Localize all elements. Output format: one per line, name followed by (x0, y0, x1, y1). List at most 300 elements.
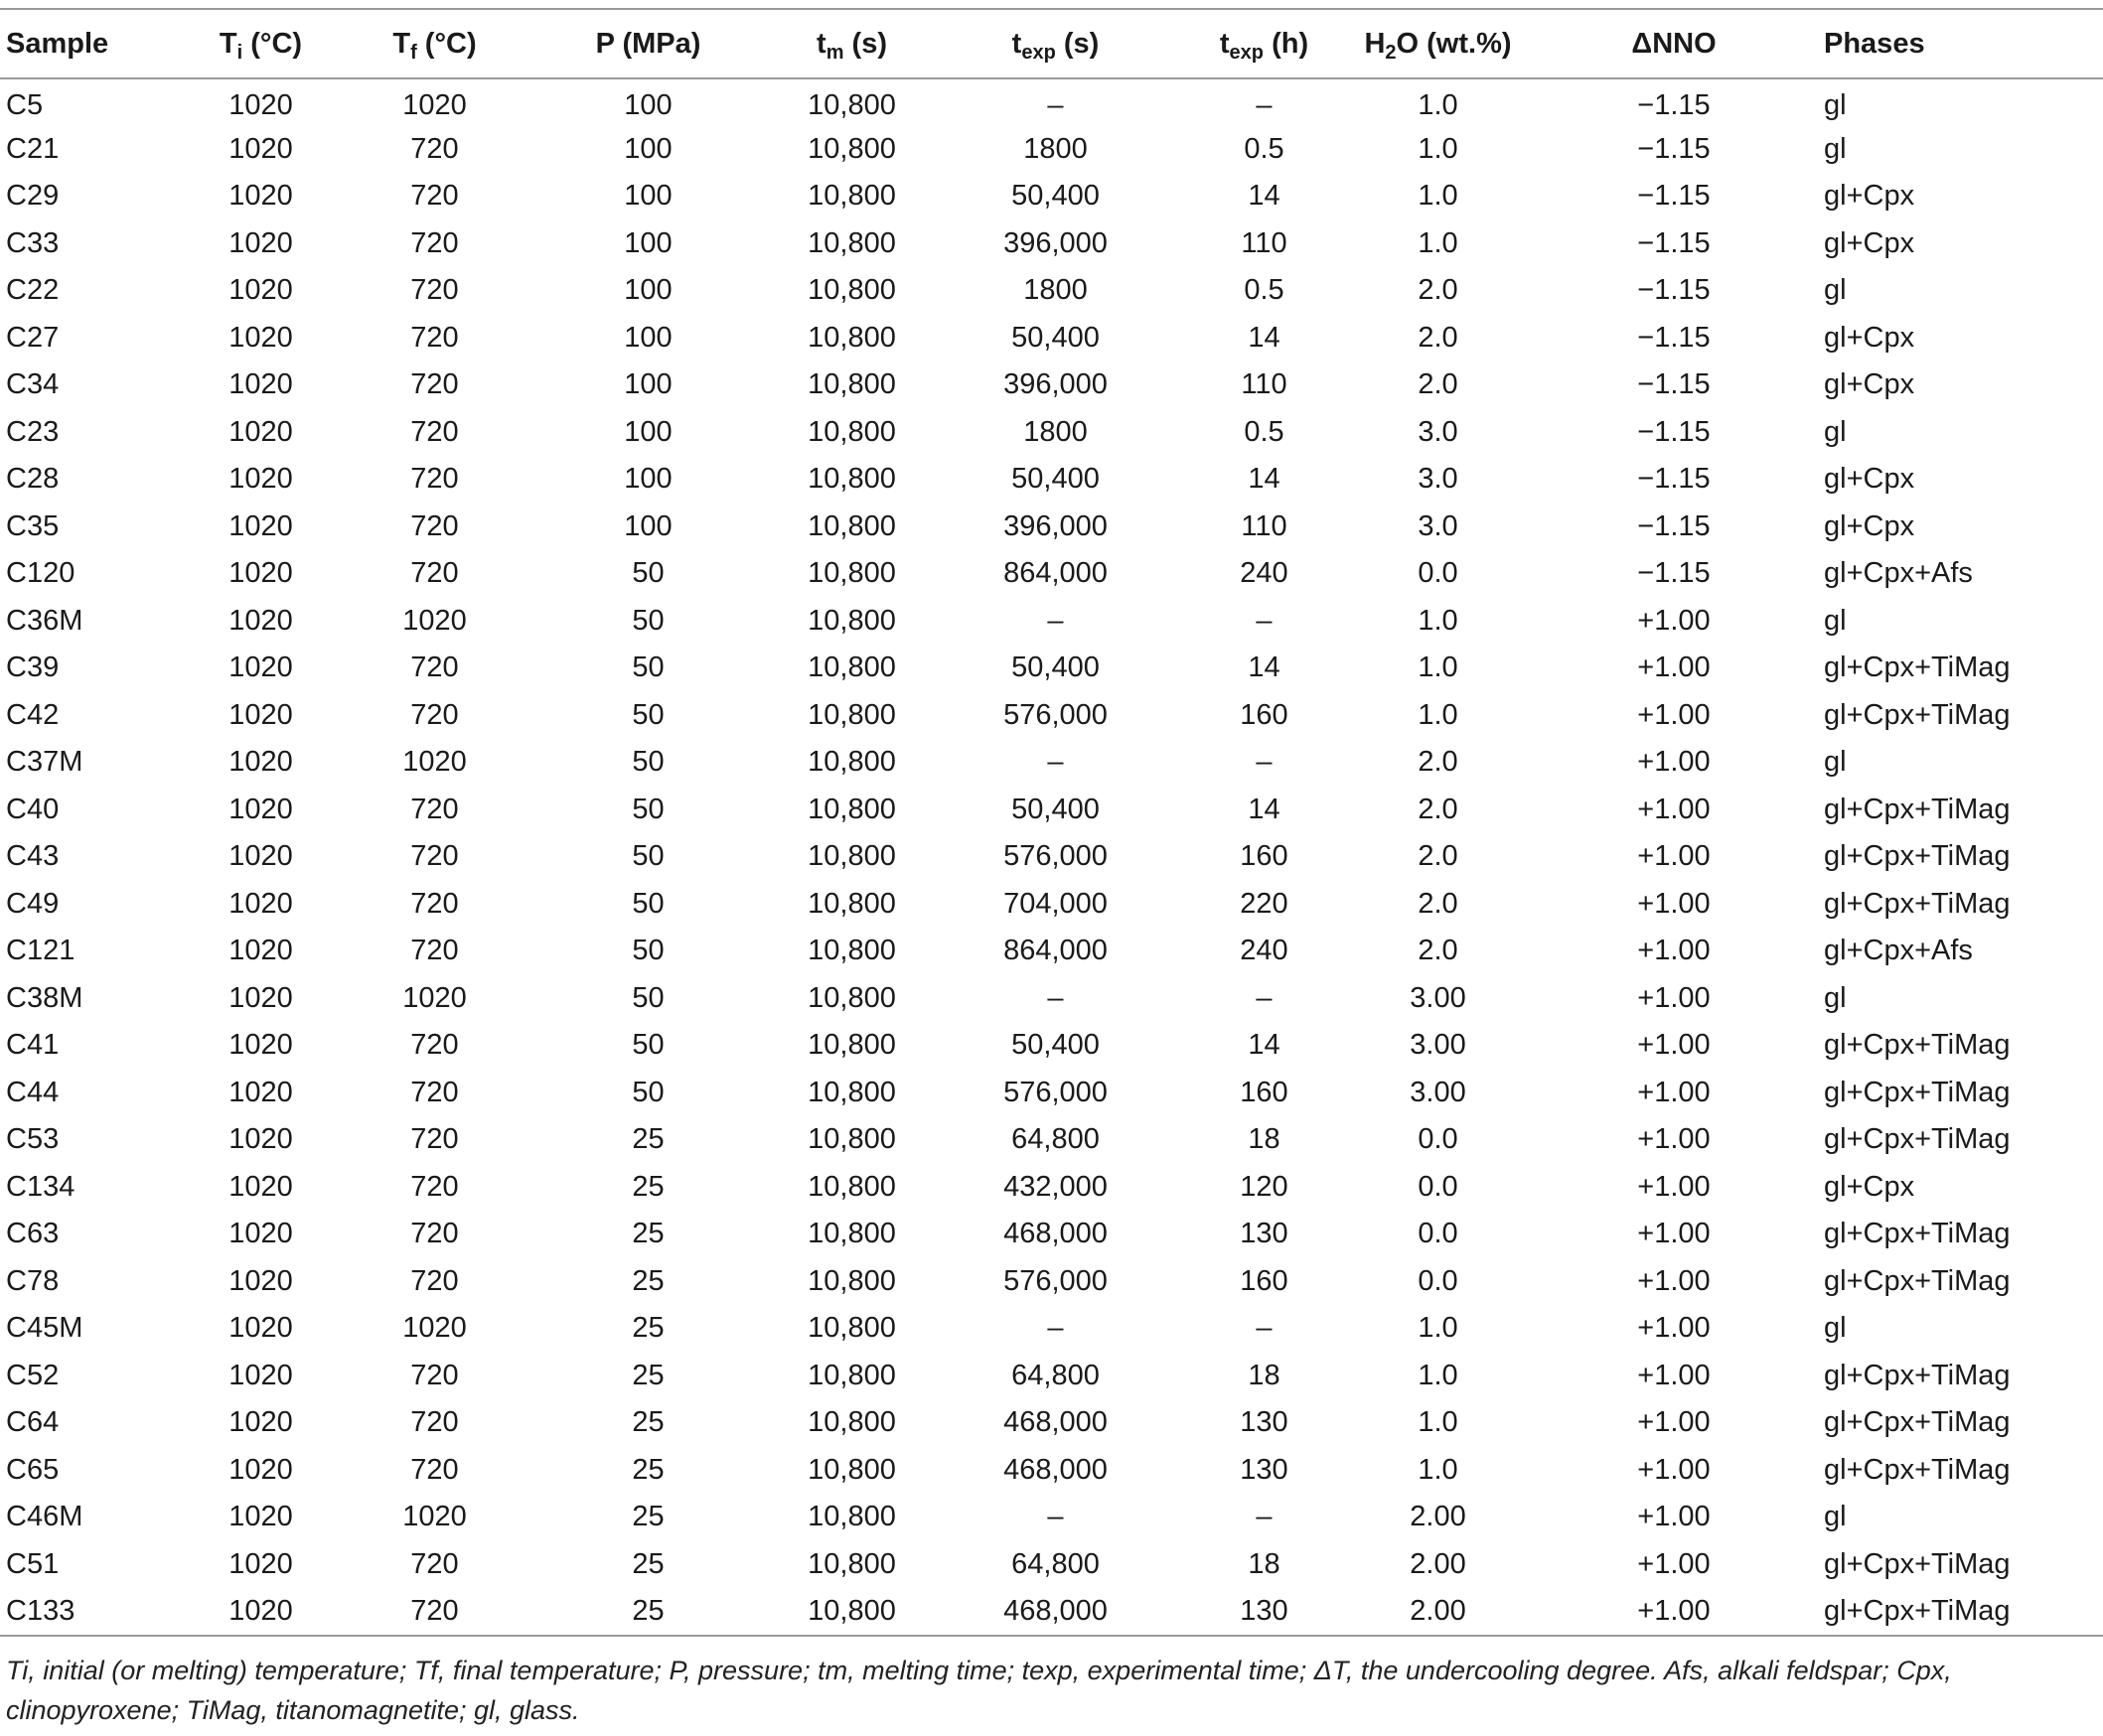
table-cell: 1020 (228, 274, 293, 307)
table-cell: C121 (6, 935, 75, 967)
table-cell: 25 (632, 1594, 665, 1627)
table-cell: 1020 (228, 981, 293, 1014)
table-row (0, 1447, 2103, 1495)
table-row (0, 1022, 2103, 1070)
table-cell: 720 (410, 368, 459, 401)
table-cell: – (1256, 981, 1273, 1014)
table-row (0, 1305, 2103, 1353)
table-cell: 14 (1248, 651, 1280, 684)
table-cell: C53 (6, 1123, 60, 1156)
table-cell: 720 (410, 1170, 459, 1203)
table-cell: gl+Cpx+TiMag (1824, 1218, 2011, 1250)
table-cell: 576,000 (1003, 698, 1108, 731)
table-body (0, 78, 2103, 1636)
table-cell: gl+Cpx+TiMag (1824, 651, 2011, 684)
table-cell: 1.0 (1418, 1312, 1458, 1345)
table-cell: gl+Cpx (1824, 321, 1915, 354)
table-row (0, 1116, 2103, 1164)
table-cell: 10,800 (808, 793, 896, 825)
table-cell: 720 (410, 651, 459, 684)
table-cell: gl (1824, 132, 1847, 165)
table-cell: C120 (6, 557, 75, 590)
table-cell: 1020 (228, 1359, 293, 1391)
table-cell: gl (1824, 1501, 1847, 1533)
table-cell: 0.5 (1244, 132, 1284, 165)
table-cell: −1.15 (1637, 368, 1711, 401)
table-row (0, 550, 2103, 598)
table-cell: gl+Cpx+TiMag (1824, 1076, 2011, 1108)
table-cell: 100 (624, 226, 673, 259)
table-cell: 10,800 (808, 604, 896, 637)
table-cell: 25 (632, 1218, 665, 1250)
experimental-conditions-table (0, 8, 2103, 1637)
table-cell: 1020 (228, 1076, 293, 1108)
table-cell: 720 (410, 1547, 459, 1580)
table-cell: 720 (410, 698, 459, 731)
table-cell: 25 (632, 1123, 665, 1156)
table-cell: gl+Cpx+Afs (1824, 557, 1973, 590)
table-cell: 25 (632, 1453, 665, 1486)
table-cell: 160 (1240, 840, 1288, 873)
table-cell: gl (1824, 746, 1847, 779)
table-cell: 576,000 (1003, 1264, 1108, 1297)
table-cell: 18 (1248, 1123, 1280, 1156)
table-cell: – (1047, 746, 1064, 779)
table-cell: C42 (6, 698, 60, 731)
table-row (0, 409, 2103, 457)
table-cell: 10,800 (808, 1218, 896, 1250)
table-cell: 720 (410, 274, 459, 307)
table-cell: 1020 (228, 368, 293, 401)
table-cell: 2.0 (1418, 935, 1458, 967)
table-row (0, 598, 2103, 646)
table-cell: 10,800 (808, 1453, 896, 1486)
table-cell: C29 (6, 180, 60, 213)
table-row (0, 78, 2103, 126)
table-cell: 1.0 (1418, 1406, 1458, 1439)
table-cell: 160 (1240, 1264, 1288, 1297)
table-cell: 2.0 (1418, 368, 1458, 401)
table-cell: C40 (6, 793, 60, 825)
table-cell: 720 (410, 1076, 459, 1108)
column-header: $t_{exp}$ (s) (1011, 27, 1100, 64)
table-cell: 0.0 (1418, 1170, 1458, 1203)
table-cell: gl+Cpx (1824, 509, 1915, 542)
table-cell: 720 (410, 557, 459, 590)
table-row (0, 456, 2103, 504)
table-row (0, 1399, 2103, 1447)
header-row (0, 9, 2103, 78)
table-cell: +1.00 (1637, 1218, 1711, 1250)
table-cell: 720 (410, 415, 459, 448)
table-cell: 1020 (228, 935, 293, 967)
table-cell: 1020 (228, 1170, 293, 1203)
table-cell: 130 (1240, 1406, 1288, 1439)
table-cell: 10,800 (808, 1123, 896, 1156)
table-cell: 130 (1240, 1594, 1288, 1627)
table-row (0, 645, 2103, 692)
table-cell: 100 (624, 88, 673, 121)
table-cell: 1.0 (1418, 698, 1458, 731)
table-cell: 1.0 (1418, 226, 1458, 259)
table-cell: +1.00 (1637, 746, 1711, 779)
table-cell: −1.15 (1637, 509, 1711, 542)
table-cell: C34 (6, 368, 60, 401)
table-cell: +1.00 (1637, 604, 1711, 637)
table-cell: 18 (1248, 1359, 1280, 1391)
table-cell: C37M (6, 746, 83, 779)
table-cell: 50 (632, 698, 665, 731)
table-cell: C134 (6, 1170, 75, 1203)
table-cell: 0.0 (1418, 557, 1458, 590)
table-cell: – (1256, 746, 1273, 779)
table-row (0, 1541, 2103, 1589)
table-cell: 64,800 (1011, 1359, 1100, 1391)
table-cell: 2.0 (1418, 274, 1458, 307)
table-cell: 720 (410, 1453, 459, 1486)
table-cell: gl+Cpx+Afs (1824, 935, 1973, 967)
table-cell: 25 (632, 1312, 665, 1345)
table-cell: −1.15 (1637, 88, 1711, 121)
table-cell: 1.0 (1418, 604, 1458, 637)
table-cell: 3.00 (1410, 981, 1466, 1014)
table-cell: 1.0 (1418, 132, 1458, 165)
table-cell: 10,800 (808, 651, 896, 684)
table-cell: gl+Cpx+TiMag (1824, 840, 2011, 873)
table-cell: gl+Cpx+TiMag (1824, 1123, 2011, 1156)
table-cell: 720 (410, 1218, 459, 1250)
table-row (0, 1494, 2103, 1541)
column-header: Phases (1824, 27, 1925, 60)
table-cell: 1800 (1023, 132, 1088, 165)
table-cell: 1020 (228, 509, 293, 542)
table-row (0, 833, 2103, 881)
table-cell: 468,000 (1003, 1406, 1108, 1439)
table-cell: – (1256, 1501, 1273, 1533)
table-cell: 1020 (228, 840, 293, 873)
table-row (0, 362, 2103, 409)
table-cell: 1.0 (1418, 88, 1458, 121)
table-cell: C21 (6, 132, 60, 165)
table-cell: 1020 (228, 1453, 293, 1486)
table-cell: −1.15 (1637, 226, 1711, 259)
table-cell: 10,800 (808, 1594, 896, 1627)
table-cell: gl+Cpx+TiMag (1824, 698, 2011, 731)
table-cell: 396,000 (1003, 509, 1108, 542)
table-cell: C65 (6, 1453, 60, 1486)
table-cell: 720 (410, 1406, 459, 1439)
table-cell: C23 (6, 415, 60, 448)
table-cell: 100 (624, 321, 673, 354)
table-cell: 100 (624, 132, 673, 165)
table-cell: 100 (624, 509, 673, 542)
table-cell: 1020 (228, 1547, 293, 1580)
table-cell: 240 (1240, 557, 1288, 590)
table-cell: C133 (6, 1594, 75, 1627)
table-cell: 1020 (228, 1123, 293, 1156)
table-cell: 864,000 (1003, 935, 1108, 967)
table-cell: 14 (1248, 463, 1280, 496)
table-cell: −1.15 (1637, 321, 1711, 354)
table-footnote: Ti, initial (or melting) temperature; Tf, final temperature; P, pressure; tm, melting time; texp, experimental time; ΔT, the undercooling degree. Afs, alkali feldspar; Cpx, clinopyroxene; TiMag, titanomagnetite; gl, glass. (6, 1656, 1952, 1725)
table-cell: gl (1824, 981, 1847, 1014)
table-cell: 1020 (228, 698, 293, 731)
table-cell: 576,000 (1003, 840, 1108, 873)
table-cell: 25 (632, 1406, 665, 1439)
table-cell: 1020 (228, 887, 293, 920)
data-table-container (0, 8, 2103, 1637)
table-cell: 864,000 (1003, 557, 1108, 590)
table-cell: 2.00 (1410, 1501, 1466, 1533)
table-cell: C43 (6, 840, 60, 873)
table-cell: 720 (410, 226, 459, 259)
table-cell: 25 (632, 1170, 665, 1203)
table-cell: 50,400 (1011, 1029, 1100, 1062)
table-cell: 1020 (402, 981, 467, 1014)
table-cell: – (1047, 604, 1064, 637)
table-cell: 10,800 (808, 981, 896, 1014)
table-cell: gl+Cpx (1824, 180, 1915, 213)
table-cell: 25 (632, 1501, 665, 1533)
table-row (0, 975, 2103, 1023)
table-cell: 0.0 (1418, 1123, 1458, 1156)
table-cell: 1020 (228, 415, 293, 448)
table-cell: gl (1824, 415, 1847, 448)
table-cell: 10,800 (808, 274, 896, 307)
table-cell: 1020 (228, 1312, 293, 1345)
table-cell: gl+Cpx+TiMag (1824, 1453, 2011, 1486)
table-cell: C44 (6, 1076, 60, 1108)
table-cell: 720 (410, 1029, 459, 1062)
table-cell: −1.15 (1637, 132, 1711, 165)
table-cell: 2.0 (1418, 793, 1458, 825)
table-cell: +1.00 (1637, 1359, 1711, 1391)
table-row (0, 504, 2103, 551)
table-cell: C39 (6, 651, 60, 684)
table-cell: +1.00 (1637, 1594, 1711, 1627)
table-cell: 720 (410, 887, 459, 920)
table-cell: 10,800 (808, 368, 896, 401)
table-cell: C28 (6, 463, 60, 496)
table-row (0, 1588, 2103, 1636)
table-cell: 720 (410, 793, 459, 825)
table-cell: +1.00 (1637, 840, 1711, 873)
table-row (0, 1211, 2103, 1258)
table-cell: 100 (624, 368, 673, 401)
table-cell: C22 (6, 274, 60, 307)
table-cell: 1020 (228, 1594, 293, 1627)
table-cell: 1020 (228, 651, 293, 684)
table-cell: 1020 (228, 557, 293, 590)
column-header: $t_{exp}$ (h) (1219, 27, 1309, 64)
table-cell: 18 (1248, 1547, 1280, 1580)
table-cell: – (1047, 1312, 1064, 1345)
table-cell: 1020 (228, 88, 293, 121)
table-cell: 720 (410, 1594, 459, 1627)
table-cell: 50 (632, 1029, 665, 1062)
table-cell: C38M (6, 981, 83, 1014)
table-cell: 64,800 (1011, 1123, 1100, 1156)
table-cell: 720 (410, 1264, 459, 1297)
table-cell: 468,000 (1003, 1218, 1108, 1250)
table-cell: 160 (1240, 1076, 1288, 1108)
table-cell: 1020 (402, 604, 467, 637)
table-row (0, 739, 2103, 787)
table-cell: C49 (6, 887, 60, 920)
table-cell: gl+Cpx (1824, 463, 1915, 496)
table-cell: 720 (410, 463, 459, 496)
table-cell: 130 (1240, 1453, 1288, 1486)
table-cell: +1.00 (1637, 1547, 1711, 1580)
table-cell: 50 (632, 746, 665, 779)
table-cell: 1020 (402, 1501, 467, 1533)
table-cell: +1.00 (1637, 1264, 1711, 1297)
table-cell: 1020 (402, 746, 467, 779)
table-cell: −1.15 (1637, 180, 1711, 213)
column-header: Sample (6, 27, 109, 60)
table-cell: C33 (6, 226, 60, 259)
table-cell: +1.00 (1637, 887, 1711, 920)
table-cell: 576,000 (1003, 1076, 1108, 1108)
table-cell: – (1047, 981, 1064, 1014)
table-cell: 1800 (1023, 274, 1088, 307)
table-cell: 2.0 (1418, 746, 1458, 779)
table-cell: 130 (1240, 1218, 1288, 1250)
table-cell: +1.00 (1637, 1312, 1711, 1345)
table-cell: C36M (6, 604, 83, 637)
table-cell: 704,000 (1003, 887, 1108, 920)
table-cell: 0.5 (1244, 415, 1284, 448)
table-row (0, 881, 2103, 929)
table-cell: 10,800 (808, 935, 896, 967)
table-cell: 1020 (402, 88, 467, 121)
column-header: P (MPa) (595, 27, 701, 60)
table-cell: +1.00 (1637, 1076, 1711, 1108)
table-cell: 1020 (228, 180, 293, 213)
table-cell: 1.0 (1418, 1453, 1458, 1486)
table-cell: C35 (6, 509, 60, 542)
table-cell: 50 (632, 651, 665, 684)
table-row (0, 1353, 2103, 1400)
table-row (0, 173, 2103, 220)
table-cell: 1020 (228, 604, 293, 637)
table-cell: 50 (632, 557, 665, 590)
table-cell: 25 (632, 1547, 665, 1580)
table-cell: 3.00 (1410, 1029, 1466, 1062)
column-header: $H_2O$ (wt.%) (1364, 27, 1512, 64)
table-cell: 50 (632, 1076, 665, 1108)
table-cell: gl+Cpx+TiMag (1824, 1406, 2011, 1439)
table-row (0, 267, 2103, 315)
table-cell: 1020 (228, 132, 293, 165)
table-cell: −1.15 (1637, 463, 1711, 496)
table-cell: 10,800 (808, 1076, 896, 1108)
table-cell: +1.00 (1637, 698, 1711, 731)
table-cell: 10,800 (808, 1029, 896, 1062)
table-cell: gl+Cpx (1824, 1170, 1915, 1203)
table-cell: 110 (1241, 226, 1287, 259)
table-cell: 10,800 (808, 180, 896, 213)
table-row (0, 928, 2103, 975)
table-cell: 50 (632, 840, 665, 873)
table-cell: +1.00 (1637, 651, 1711, 684)
table-cell: +1.00 (1637, 1123, 1711, 1156)
table-cell: 720 (410, 180, 459, 213)
table-cell: 10,800 (808, 1264, 896, 1297)
table-cell: 10,800 (808, 509, 896, 542)
table-cell: 10,800 (808, 1501, 896, 1533)
table-cell: 10,800 (808, 132, 896, 165)
table-cell: 10,800 (808, 321, 896, 354)
table-cell: gl (1824, 88, 1847, 121)
table-row (0, 220, 2103, 268)
table-cell: +1.00 (1637, 1453, 1711, 1486)
table-cell: C45M (6, 1312, 83, 1345)
table-cell: 14 (1248, 1029, 1280, 1062)
table-cell: gl+Cpx (1824, 226, 1915, 259)
table-cell: – (1256, 1312, 1273, 1345)
table-row (0, 126, 2103, 174)
table-cell: 3.0 (1418, 463, 1458, 496)
table-cell: 14 (1248, 321, 1280, 354)
table-cell: 10,800 (808, 415, 896, 448)
table-cell: 10,800 (808, 698, 896, 731)
table-cell: gl+Cpx+TiMag (1824, 1359, 2011, 1391)
table-cell: – (1047, 88, 1064, 121)
table-cell: C52 (6, 1359, 60, 1391)
table-cell: – (1256, 88, 1273, 121)
table-header (0, 9, 2103, 78)
table-cell: 14 (1248, 793, 1280, 825)
table-cell: +1.00 (1637, 981, 1711, 1014)
table-cell: 396,000 (1003, 226, 1108, 259)
table-cell: 1020 (228, 793, 293, 825)
table-cell: 1.0 (1418, 180, 1458, 213)
table-cell: 1.0 (1418, 651, 1458, 684)
table-cell: 3.0 (1418, 509, 1458, 542)
table-cell: +1.00 (1637, 1170, 1711, 1203)
table-cell: 2.0 (1418, 840, 1458, 873)
table-cell: 720 (410, 1123, 459, 1156)
table-cell: 50,400 (1011, 463, 1100, 496)
table-cell: +1.00 (1637, 1501, 1711, 1533)
table-cell: −1.15 (1637, 415, 1711, 448)
table-cell: +1.00 (1637, 793, 1711, 825)
table-cell: 50,400 (1011, 321, 1100, 354)
table-cell: 10,800 (808, 1547, 896, 1580)
table-cell: C64 (6, 1406, 60, 1439)
table-cell: 100 (624, 463, 673, 496)
table-cell: 10,800 (808, 887, 896, 920)
table-cell: gl (1824, 274, 1847, 307)
table-cell: 2.0 (1418, 887, 1458, 920)
table-row (0, 787, 2103, 834)
table-cell: 2.00 (1410, 1547, 1466, 1580)
table-cell: 1.0 (1418, 1359, 1458, 1391)
table-cell: 432,000 (1003, 1170, 1108, 1203)
table-cell: 64,800 (1011, 1547, 1100, 1580)
table-cell: 10,800 (808, 746, 896, 779)
table-cell: 10,800 (808, 557, 896, 590)
table-cell: 1020 (228, 1501, 293, 1533)
table-cell: −1.15 (1637, 274, 1711, 307)
table-cell: +1.00 (1637, 1029, 1711, 1062)
table-cell: +1.00 (1637, 1406, 1711, 1439)
table-cell: gl+Cpx+TiMag (1824, 793, 2011, 825)
table-cell: 100 (624, 274, 673, 307)
table-cell: 2.00 (1410, 1594, 1466, 1627)
table-row (0, 1258, 2103, 1306)
